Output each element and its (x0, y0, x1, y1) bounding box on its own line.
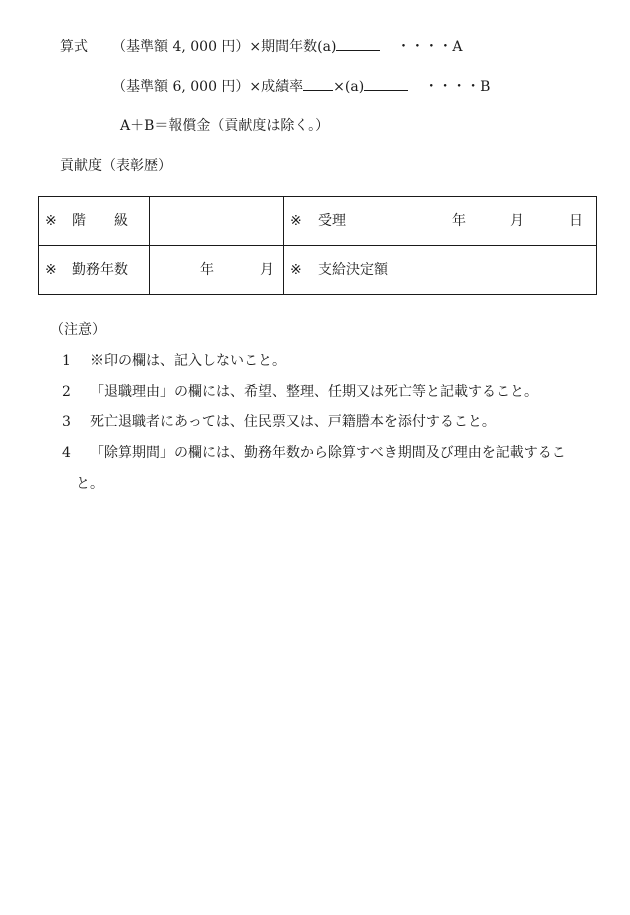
performance-rate-blank (303, 76, 333, 91)
service-month-unit: 月 (260, 262, 274, 278)
receipt-label: 受理 (318, 213, 346, 229)
note-text: ※印の欄は、記入しないこと。 (90, 353, 286, 369)
formula-line1-text: （基準額 4, 000 円）×期間年数(a) (112, 39, 337, 55)
table-row (39, 246, 597, 295)
note-text: 「退職理由」の欄には、希望、整理、任期又は死亡等と記載すること。 (90, 384, 538, 400)
receipt-day-unit: 日 (569, 213, 583, 229)
formula-line1-suffix: ・・・・A (396, 39, 463, 55)
formula-line-3: A＋B＝報償金（貢献度は除く。） (120, 118, 330, 134)
service-years-label-cell (39, 246, 150, 295)
mark-symbol: ※ (45, 262, 57, 278)
note-item (62, 382, 538, 402)
period-a-blank (364, 76, 408, 91)
info-table (38, 196, 597, 295)
note-text-continuation: と。 (76, 476, 104, 492)
formula-label: 算式 (60, 39, 88, 55)
period-years-blank (336, 36, 380, 51)
mark-symbol: ※ (290, 262, 302, 278)
formula-line-2 (112, 76, 490, 97)
note-item (62, 412, 496, 432)
mark-symbol: ※ (290, 213, 302, 229)
service-year-unit: 年 (200, 262, 214, 278)
note-number: 4 (62, 445, 71, 461)
contribution-title: 貢献度（表彰歴） (60, 158, 172, 174)
formula-line-1 (60, 36, 463, 57)
mark-symbol: ※ (45, 213, 57, 229)
service-years-value-cell[interactable] (150, 246, 284, 295)
notes-heading: （注意） (50, 322, 106, 338)
payment-amount-label: 支給決定額 (318, 262, 388, 278)
formula-line2-mid: ×(a) (333, 79, 365, 95)
note-text: 死亡退職者にあっては、住民票又は、戸籍謄本を添付すること。 (90, 414, 496, 430)
receipt-cell[interactable] (284, 197, 597, 246)
note-number: 2 (62, 384, 71, 400)
service-years-label: 勤務年数 (72, 262, 128, 278)
note-text: 「除算期間」の欄には、勤務年数から除算すべき期間及び理由を記載するこ (90, 445, 566, 461)
formula-line2-text: （基準額 6, 000 円）×成績率 (112, 79, 304, 95)
note-item (62, 443, 566, 463)
note-number: 1 (62, 353, 71, 369)
receipt-month-unit: 月 (510, 213, 524, 229)
rank-label: 階 級 (72, 213, 128, 229)
table-row (39, 197, 597, 246)
note-number: 3 (62, 414, 71, 430)
note-item (62, 351, 286, 371)
receipt-year-unit: 年 (452, 213, 466, 229)
rank-label-cell (39, 197, 150, 246)
formula-line2-suffix: ・・・・B (424, 79, 491, 95)
payment-amount-cell[interactable] (284, 246, 597, 295)
rank-value-cell[interactable] (150, 197, 284, 246)
